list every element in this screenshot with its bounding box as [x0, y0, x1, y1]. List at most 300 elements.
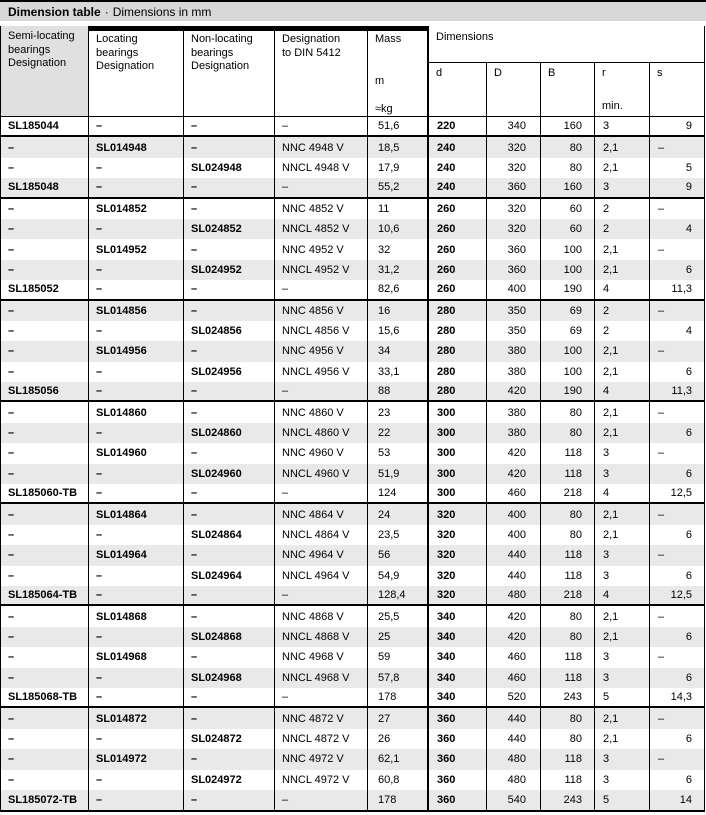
- cell-D: 380: [487, 402, 541, 422]
- cell-B: 80: [541, 504, 595, 524]
- cell-D: 320: [487, 219, 541, 239]
- table-row: [1, 545, 704, 565]
- cell-d: 260: [429, 199, 487, 219]
- table-row: [1, 790, 704, 810]
- cell-mass_kg: 178: [368, 688, 429, 706]
- cell-r_min: 4: [595, 586, 650, 604]
- cell-semi_locating_designation: –: [1, 443, 89, 463]
- cell-B: 80: [541, 627, 595, 647]
- title-subtitle: Dimensions in mm: [112, 4, 212, 19]
- cell-mass_kg: 31,2: [368, 260, 429, 280]
- cell-non_locating_designation: SL024960: [184, 464, 275, 484]
- cell-din_designation: –: [275, 178, 368, 196]
- table-row: [1, 525, 704, 545]
- cell-s: 6: [685, 732, 692, 745]
- cell-locating_designation: –: [89, 362, 184, 382]
- cell-semi_locating_designation: SL185056: [1, 382, 89, 400]
- table-row: [1, 749, 704, 769]
- col-group-dimensions: [429, 26, 704, 116]
- cell-D: 380: [487, 341, 541, 361]
- cell-d: 320: [429, 525, 487, 545]
- col-header-B: B: [541, 63, 595, 116]
- cell-locating_designation: SL014872: [89, 708, 184, 728]
- cell-s: 6: [685, 263, 692, 276]
- cell-s: 6: [685, 365, 692, 378]
- cell-mass_kg: 16: [368, 301, 429, 321]
- cell-r_min: 3: [595, 770, 650, 790]
- cell-locating_designation: SL014972: [89, 749, 184, 769]
- cell-locating_designation: SL014852: [89, 199, 184, 219]
- table-row: [1, 647, 704, 667]
- cell-D: 440: [487, 566, 541, 586]
- cell-s: 6: [685, 529, 692, 541]
- cell-non_locating_designation: –: [184, 545, 275, 565]
- cell-d: 260: [429, 280, 487, 298]
- cell-semi_locating_designation: –: [1, 423, 89, 443]
- table-row: [1, 688, 704, 708]
- mass-unit: ≈kg: [375, 103, 393, 115]
- cell-r_min: 4: [595, 280, 650, 298]
- cell-B: 118: [541, 443, 595, 463]
- cell-s: 6: [685, 427, 692, 440]
- cell-din_designation: NNC 4972 V: [275, 749, 368, 769]
- cell-non_locating_designation: SL024968: [184, 668, 275, 688]
- cell-B: 190: [541, 280, 595, 298]
- cell-r_min: 2,1: [595, 239, 650, 259]
- header-line: bearings: [191, 46, 234, 59]
- cell-semi_locating_designation: –: [1, 545, 89, 565]
- cell-D: 440: [487, 729, 541, 749]
- table-row: [1, 423, 704, 443]
- cell-d: 340: [429, 688, 487, 706]
- cell-semi_locating_designation: –: [1, 239, 89, 259]
- cell-D: 480: [487, 586, 541, 604]
- cell-s: 11,3: [671, 283, 692, 296]
- cell-s: –: [658, 447, 665, 460]
- cell-B: 118: [541, 566, 595, 586]
- cell-non_locating_designation: –: [184, 301, 275, 321]
- cell-B: 218: [541, 484, 595, 502]
- cell-s: 4: [685, 223, 692, 236]
- cell-semi_locating_designation: –: [1, 219, 89, 239]
- cell-mass_kg: 26: [368, 729, 429, 749]
- cell-B: 118: [541, 545, 595, 565]
- table-row: [1, 199, 704, 219]
- table-row: [1, 504, 704, 524]
- table-row: [1, 566, 704, 586]
- table-row: [1, 606, 704, 626]
- cell-B: 69: [541, 301, 595, 321]
- cell-non_locating_designation: –: [184, 504, 275, 524]
- cell-D: 420: [487, 382, 541, 400]
- cell-locating_designation: –: [89, 627, 184, 647]
- cell-s: –: [658, 141, 665, 154]
- cell-din_designation: NNC 4952 V: [275, 239, 368, 259]
- cell-r_min: 5: [595, 790, 650, 810]
- table-row: [1, 382, 704, 402]
- cell-din_designation: NNC 4864 V: [275, 504, 368, 524]
- cell-B: 243: [541, 790, 595, 810]
- cell-locating_designation: –: [89, 178, 184, 196]
- cell-r_min: 4: [595, 382, 650, 400]
- cell-s: 12,5: [670, 487, 692, 500]
- table-header: [1, 26, 704, 117]
- cell-non_locating_designation: –: [184, 443, 275, 463]
- cell-din_designation: NNCL 4868 V: [275, 627, 368, 647]
- cell-D: 320: [487, 158, 541, 178]
- cell-semi_locating_designation: –: [1, 137, 89, 157]
- cell-B: 80: [541, 158, 595, 178]
- cell-semi_locating_designation: –: [1, 749, 89, 769]
- cell-r_min: 2,1: [595, 504, 650, 524]
- dimension-table: [0, 26, 705, 812]
- cell-d: 260: [429, 260, 487, 280]
- cell-B: 190: [541, 382, 595, 400]
- cell-r_min: 2,1: [595, 729, 650, 749]
- cell-s: 4: [685, 325, 692, 338]
- cell-din_designation: –: [275, 688, 368, 706]
- cell-D: 420: [487, 464, 541, 484]
- cell-s: –: [658, 304, 665, 317]
- cell-semi_locating_designation: –: [1, 402, 89, 422]
- cell-mass_kg: 18,5: [368, 137, 429, 157]
- cell-d: 340: [429, 668, 487, 688]
- cell-mass_kg: 10,6: [368, 219, 429, 239]
- cell-D: 520: [487, 688, 541, 706]
- cell-locating_designation: SL014956: [89, 341, 184, 361]
- cell-semi_locating_designation: SL185064-TB: [1, 586, 89, 604]
- cell-s: 9: [685, 120, 692, 133]
- cell-din_designation: NNCL 4852 V: [275, 219, 368, 239]
- cell-r_min: 2,1: [595, 525, 650, 545]
- cell-s: –: [658, 202, 665, 215]
- table-row: [1, 260, 704, 280]
- cell-semi_locating_designation: –: [1, 341, 89, 361]
- table-row: [1, 627, 704, 647]
- cell-r_min: 2,1: [595, 158, 650, 178]
- cell-D: 340: [487, 117, 541, 135]
- cell-s: –: [658, 651, 665, 664]
- cell-mass_kg: 17,9: [368, 158, 429, 178]
- cell-din_designation: –: [275, 790, 368, 810]
- cell-non_locating_designation: –: [184, 199, 275, 219]
- cell-d: 340: [429, 627, 487, 647]
- cell-r_min: 2,1: [595, 606, 650, 626]
- cell-locating_designation: SL014948: [89, 137, 184, 157]
- cell-non_locating_designation: –: [184, 688, 275, 706]
- cell-D: 420: [487, 443, 541, 463]
- cell-non_locating_designation: SL024864: [184, 525, 275, 545]
- table-row: [1, 402, 704, 422]
- cell-r_min: 2: [595, 199, 650, 219]
- cell-s: 11,3: [671, 385, 692, 398]
- cell-non_locating_designation: SL024856: [184, 321, 275, 341]
- table-row: [1, 464, 704, 484]
- cell-semi_locating_designation: SL185044: [1, 117, 89, 135]
- cell-semi_locating_designation: –: [1, 606, 89, 626]
- cell-din_designation: NNCL 4952 V: [275, 260, 368, 280]
- table-row: [1, 219, 704, 239]
- cell-s: 6: [685, 671, 692, 684]
- cell-non_locating_designation: –: [184, 708, 275, 728]
- cell-r_min: 3: [595, 443, 650, 463]
- cell-semi_locating_designation: –: [1, 647, 89, 667]
- cell-locating_designation: –: [89, 790, 184, 810]
- cell-non_locating_designation: SL024952: [184, 260, 275, 280]
- cell-semi_locating_designation: –: [1, 260, 89, 280]
- cell-D: 480: [487, 749, 541, 769]
- col-header-non-locating: [184, 26, 275, 116]
- cell-mass_kg: 24: [368, 504, 429, 524]
- cell-s: 14,3: [670, 691, 692, 704]
- header-line: Locating: [96, 33, 138, 45]
- cell-s: –: [658, 753, 665, 766]
- cell-mass_kg: 25: [368, 627, 429, 647]
- cell-r_min: 3: [595, 545, 650, 565]
- cell-s: –: [658, 243, 665, 256]
- cell-non_locating_designation: SL024860: [184, 423, 275, 443]
- cell-B: 80: [541, 402, 595, 422]
- cell-locating_designation: SL014968: [89, 647, 184, 667]
- cell-locating_designation: SL014868: [89, 606, 184, 626]
- cell-D: 350: [487, 321, 541, 341]
- cell-non_locating_designation: –: [184, 749, 275, 769]
- table-row: [1, 362, 704, 382]
- cell-r_min: 2,1: [595, 423, 650, 443]
- cell-non_locating_designation: SL024948: [184, 158, 275, 178]
- header-line: Designation: [191, 60, 250, 72]
- header-line: Designation: [8, 57, 67, 69]
- cell-B: 100: [541, 260, 595, 280]
- cell-locating_designation: –: [89, 423, 184, 443]
- cell-r_min: 2: [595, 301, 650, 321]
- table-row: [1, 158, 704, 178]
- cell-non_locating_designation: –: [184, 790, 275, 810]
- cell-locating_designation: –: [89, 484, 184, 502]
- cell-mass_kg: 34: [368, 341, 429, 361]
- cell-non_locating_designation: –: [184, 606, 275, 626]
- cell-s: –: [658, 345, 665, 358]
- table-row: [1, 586, 704, 606]
- cell-B: 118: [541, 668, 595, 688]
- cell-locating_designation: SL014964: [89, 545, 184, 565]
- cell-din_designation: NNCL 4972 V: [275, 770, 368, 790]
- cell-D: 440: [487, 708, 541, 728]
- cell-mass_kg: 178: [368, 790, 429, 810]
- table-row: [1, 668, 704, 688]
- cell-semi_locating_designation: –: [1, 627, 89, 647]
- cell-locating_designation: SL014860: [89, 402, 184, 422]
- cell-d: 260: [429, 239, 487, 259]
- col-header-r: [595, 63, 650, 116]
- cell-mass_kg: 15,6: [368, 321, 429, 341]
- cell-r_min: 2,1: [595, 260, 650, 280]
- mass-symbol: m: [375, 75, 385, 87]
- cell-d: 340: [429, 606, 487, 626]
- cell-mass_kg: 128,4: [368, 586, 429, 604]
- header-line: bearings: [8, 43, 51, 56]
- col-header-din-designation: [275, 26, 368, 116]
- cell-mass_kg: 23: [368, 402, 429, 422]
- cell-D: 540: [487, 790, 541, 810]
- cell-non_locating_designation: SL024956: [184, 362, 275, 382]
- cell-din_designation: –: [275, 280, 368, 298]
- cell-d: 360: [429, 770, 487, 790]
- cell-s: –: [658, 712, 665, 725]
- cell-locating_designation: SL014856: [89, 301, 184, 321]
- table-row: [1, 770, 704, 790]
- cell-locating_designation: –: [89, 260, 184, 280]
- cell-din_designation: –: [275, 382, 368, 400]
- cell-r_min: 3: [595, 566, 650, 586]
- cell-r_min: 3: [595, 464, 650, 484]
- cell-non_locating_designation: –: [184, 280, 275, 298]
- cell-non_locating_designation: –: [184, 341, 275, 361]
- cell-B: 80: [541, 729, 595, 749]
- cell-d: 240: [429, 158, 487, 178]
- cell-non_locating_designation: –: [184, 586, 275, 604]
- table-row: [1, 280, 704, 300]
- cell-semi_locating_designation: SL185048: [1, 178, 89, 196]
- cell-semi_locating_designation: –: [1, 770, 89, 790]
- cell-d: 320: [429, 504, 487, 524]
- cell-D: 440: [487, 545, 541, 565]
- cell-din_designation: NNC 4968 V: [275, 647, 368, 667]
- cell-r_min: 3: [595, 668, 650, 688]
- cell-mass_kg: 22: [368, 423, 429, 443]
- cell-r_min: 2,1: [595, 341, 650, 361]
- cell-mass_kg: 62,1: [368, 749, 429, 769]
- cell-locating_designation: –: [89, 729, 184, 749]
- cell-s: –: [658, 406, 665, 419]
- cell-r_min: 3: [595, 178, 650, 196]
- cell-d: 340: [429, 647, 487, 667]
- cell-d: 320: [429, 566, 487, 586]
- cell-mass_kg: 23,5: [368, 525, 429, 545]
- cell-din_designation: NNC 4852 V: [275, 199, 368, 219]
- cell-r_min: 2,1: [595, 362, 650, 382]
- cell-non_locating_designation: SL024872: [184, 729, 275, 749]
- cell-semi_locating_designation: –: [1, 708, 89, 728]
- cell-D: 460: [487, 484, 541, 502]
- cell-din_designation: NNC 4856 V: [275, 301, 368, 321]
- cell-din_designation: NNCL 4856 V: [275, 321, 368, 341]
- cell-semi_locating_designation: –: [1, 464, 89, 484]
- table-row: [1, 239, 704, 259]
- table-row: [1, 484, 704, 504]
- cell-din_designation: NNC 4960 V: [275, 443, 368, 463]
- table-row: [1, 708, 704, 728]
- cell-d: 360: [429, 708, 487, 728]
- cell-d: 300: [429, 464, 487, 484]
- cell-mass_kg: 55,2: [368, 178, 429, 196]
- cell-d: 300: [429, 443, 487, 463]
- cell-locating_designation: SL014960: [89, 443, 184, 463]
- cell-mass_kg: 11: [368, 199, 429, 219]
- cell-B: 60: [541, 219, 595, 239]
- cell-semi_locating_designation: SL185052: [1, 280, 89, 298]
- cell-non_locating_designation: –: [184, 484, 275, 502]
- cell-mass_kg: 27: [368, 708, 429, 728]
- cell-B: 80: [541, 525, 595, 545]
- cell-d: 280: [429, 382, 487, 400]
- cell-d: 300: [429, 484, 487, 502]
- cell-B: 118: [541, 749, 595, 769]
- dimensions-group-label: Dimensions: [429, 26, 704, 63]
- cell-D: 360: [487, 178, 541, 196]
- cell-semi_locating_designation: –: [1, 158, 89, 178]
- table-row: [1, 301, 704, 321]
- cell-d: 280: [429, 362, 487, 382]
- cell-D: 460: [487, 668, 541, 688]
- cell-B: 118: [541, 647, 595, 667]
- cell-semi_locating_designation: –: [1, 566, 89, 586]
- cell-semi_locating_designation: –: [1, 668, 89, 688]
- table-row: [1, 341, 704, 361]
- cell-B: 118: [541, 464, 595, 484]
- col-header-locating: [89, 26, 184, 116]
- col-header-D: D: [487, 63, 541, 116]
- cell-mass_kg: 60,8: [368, 770, 429, 790]
- cell-D: 320: [487, 199, 541, 219]
- table-row: [1, 117, 704, 137]
- cell-non_locating_designation: –: [184, 239, 275, 259]
- cell-non_locating_designation: SL024964: [184, 566, 275, 586]
- cell-D: 480: [487, 770, 541, 790]
- cell-r_min: 2,1: [595, 402, 650, 422]
- cell-din_designation: NNC 4872 V: [275, 708, 368, 728]
- cell-semi_locating_designation: SL185068-TB: [1, 688, 89, 706]
- cell-locating_designation: –: [89, 566, 184, 586]
- header-line: bearings: [96, 46, 139, 59]
- table-row: [1, 137, 704, 157]
- cell-s: 6: [685, 569, 692, 582]
- cell-non_locating_designation: –: [184, 647, 275, 667]
- cell-non_locating_designation: –: [184, 178, 275, 196]
- cell-D: 380: [487, 423, 541, 443]
- cell-locating_designation: –: [89, 770, 184, 790]
- cell-s: 6: [685, 773, 692, 786]
- cell-r_min: 5: [595, 688, 650, 706]
- cell-locating_designation: –: [89, 321, 184, 341]
- table-row: [1, 443, 704, 463]
- header-line: Designation: [96, 60, 155, 72]
- cell-din_designation: NNC 4956 V: [275, 341, 368, 361]
- cell-semi_locating_designation: –: [1, 321, 89, 341]
- cell-mass_kg: 51,9: [368, 464, 429, 484]
- col-header-mass: [368, 26, 429, 116]
- table-row: [1, 321, 704, 341]
- cell-r_min: 3: [595, 117, 650, 135]
- cell-d: 320: [429, 586, 487, 604]
- cell-semi_locating_designation: –: [1, 729, 89, 749]
- cell-d: 360: [429, 749, 487, 769]
- cell-mass_kg: 33,1: [368, 362, 429, 382]
- cell-r_min: 2: [595, 321, 650, 341]
- cell-locating_designation: –: [89, 280, 184, 298]
- cell-d: 300: [429, 402, 487, 422]
- cell-D: 350: [487, 301, 541, 321]
- header-line: to DIN 5412: [282, 46, 341, 59]
- cell-B: 60: [541, 199, 595, 219]
- cell-r_min: 3: [595, 647, 650, 667]
- table-row: [1, 729, 704, 749]
- cell-semi_locating_designation: SL185060-TB: [1, 484, 89, 502]
- header-line: Non-locating: [191, 33, 253, 45]
- cell-locating_designation: –: [89, 668, 184, 688]
- cell-d: 320: [429, 545, 487, 565]
- cell-din_designation: NNCL 4864 V: [275, 525, 368, 545]
